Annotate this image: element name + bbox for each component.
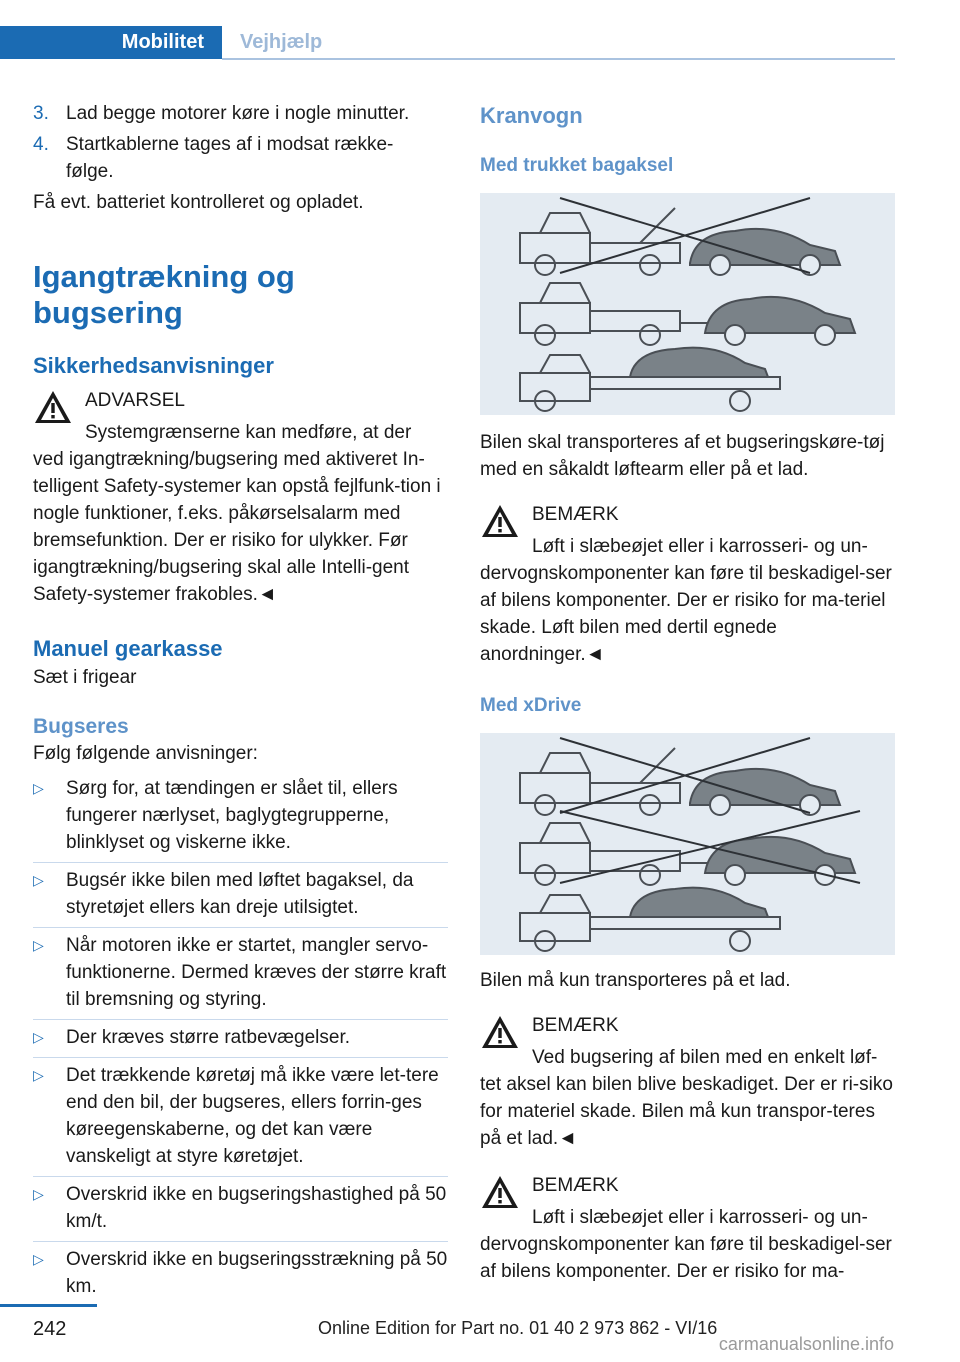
triangle-bullet-icon: ▷	[33, 1067, 44, 1083]
tow-truck-heading: Kranvogn	[480, 103, 583, 128]
triangle-bullet-icon: ▷	[33, 1251, 44, 1267]
step-text: Lad begge motorer køre i nogle minutter.	[66, 103, 410, 124]
section-title: Igangtrækning og bugsering	[33, 259, 295, 330]
triangle-bullet-icon: ▷	[33, 1186, 44, 1202]
tab-vejhjaelp[interactable]: Vejhjælp	[240, 31, 323, 53]
triangle-bullet-icon: ▷	[33, 872, 44, 888]
towing-figure-xdrive	[480, 733, 895, 955]
note-block-1	[480, 501, 895, 668]
warning-block	[33, 387, 448, 608]
triangle-bullet-icon: ▷	[33, 1029, 44, 1045]
step-item	[33, 100, 448, 127]
note-block-3	[480, 1172, 895, 1285]
left-column	[33, 100, 448, 1306]
list-item	[33, 862, 448, 927]
list-item-text: Når motoren ikke er startet, mangler servo-funktionerne. Dermed kræves der større kraft til bremsning og styring.	[66, 935, 447, 1010]
list-item	[33, 771, 448, 862]
note-text: dervognskomponenter kan føre til beskadigel-ser af bilens komponenter. Der er risiko for ma-	[480, 1234, 892, 1282]
note-title: BEMÆRK	[532, 1175, 619, 1196]
battery-note: Få evt. batteriet kontrolleret og opladet.	[33, 192, 364, 213]
warning-icon	[480, 1174, 520, 1210]
note-line1: Løft i slæbeøjet eller i karrosseri- og un-	[532, 536, 868, 557]
towing-figure-rear-axle	[480, 193, 895, 415]
step-number: 4.	[33, 134, 49, 155]
list-item	[33, 1241, 448, 1306]
note-line1: Ved bugsering af bilen med en enkelt løf-	[532, 1047, 878, 1068]
warning-line1: Systemgrænserne kan medføre, at der	[85, 422, 412, 443]
warning-text: ved igangtrækning/bugsering med aktiveret In-telligent Safety-systemer kan opstå fejlfunk-tion i nogle funktioner, f.eks. påkørselsalarm med bremsefunktion. Der er risiko for ulykker. Før igangtrækning/bugsering skal alle Intelli-gent Safety-systemer frakobles.◄	[33, 449, 441, 605]
tow-truck-illustration	[480, 193, 895, 415]
note-line1: Løft i slæbeøjet eller i karrosseri- og un-	[532, 1207, 868, 1228]
safety-heading: Sikkerhedsanvisninger	[33, 353, 274, 378]
warning-icon	[33, 389, 73, 425]
header-divider	[222, 58, 895, 60]
list-item	[33, 1057, 448, 1176]
note-text: dervognskomponenter kan føre til beskadigel-ser af bilens komponenter. Der er risiko for ma-teriel skade. Løft bilen med dertil egnede anordninger.◄	[480, 563, 892, 665]
list-item-text: Overskrid ikke en bugseringsstrækning på 50 km.	[66, 1249, 448, 1297]
xdrive-text: Bilen må kun transporteres på et lad.	[480, 970, 791, 991]
list-item-text: Overskrid ikke en bugseringshastighed på 50 km/t.	[66, 1184, 447, 1232]
step-number: 3.	[33, 103, 49, 124]
manual-gearbox-text: Sæt i frigear	[33, 667, 137, 688]
note-title: BEMÆRK	[532, 504, 619, 525]
rear-axle-text: Bilen skal transporteres af et bugseringskøre-tøj med en såkaldt løftearm eller på et lad.	[480, 432, 885, 480]
list-item	[33, 1176, 448, 1241]
tow-truck-xdrive-illustration	[480, 733, 895, 955]
rear-axle-heading: Med trukket bagaksel	[480, 155, 674, 176]
xdrive-heading: Med xDrive	[480, 695, 582, 716]
edition-text: Online Edition for Part no. 01 40 2 973 862 - VI/16	[318, 1318, 718, 1338]
towing-heading: Bugseres	[33, 715, 129, 738]
right-column	[480, 100, 895, 1285]
list-item	[33, 927, 448, 1019]
list-item-text: Der kræves større ratbevægelser.	[66, 1027, 351, 1048]
list-item-text: Det trækkende køretøj må ikke være let-tere end den bil, der bugseres, ellers forrin-ges køreegenskaberne, og det kan være vanskeligt at styre køretøjet.	[66, 1065, 439, 1167]
warning-icon	[480, 503, 520, 539]
warning-icon	[480, 1014, 520, 1050]
step-item	[33, 131, 448, 185]
note-block-2	[480, 1012, 895, 1152]
list-item	[33, 1019, 448, 1057]
list-item-text: Bugsér ikke bilen med løftet bagaksel, da styretøjet ellers kan dreje utilsigtet.	[66, 870, 414, 918]
note-text: tet aksel kan bilen blive beskadiget. Der er ri-siko for materiel skade. Bilen må kun transpor-teres på et lad.◄	[480, 1074, 893, 1149]
triangle-bullet-icon: ▷	[33, 937, 44, 953]
header-tabs	[0, 0, 895, 62]
footer-divider	[0, 1304, 97, 1307]
list-item-text: Sørg for, at tændingen er slået til, ellers fungerer nærlyset, baglygtegrupperne, blinklyset og viskerne ikke.	[66, 778, 398, 853]
towing-bullet-list	[33, 771, 448, 1306]
warning-title: ADVARSEL	[85, 390, 185, 411]
tab-mobilitet[interactable]: Mobilitet	[0, 26, 222, 59]
manual-gearbox-heading: Manuel gearkasse	[33, 636, 223, 661]
triangle-bullet-icon: ▷	[33, 780, 44, 796]
note-title: BEMÆRK	[532, 1015, 619, 1036]
page-number: 242	[33, 1318, 67, 1340]
towing-intro: Følg følgende anvisninger:	[33, 743, 258, 764]
watermark: carmanualsonline.info	[718, 1334, 894, 1354]
step-text: Startkablerne tages af i modsat række- følge.	[66, 134, 394, 182]
